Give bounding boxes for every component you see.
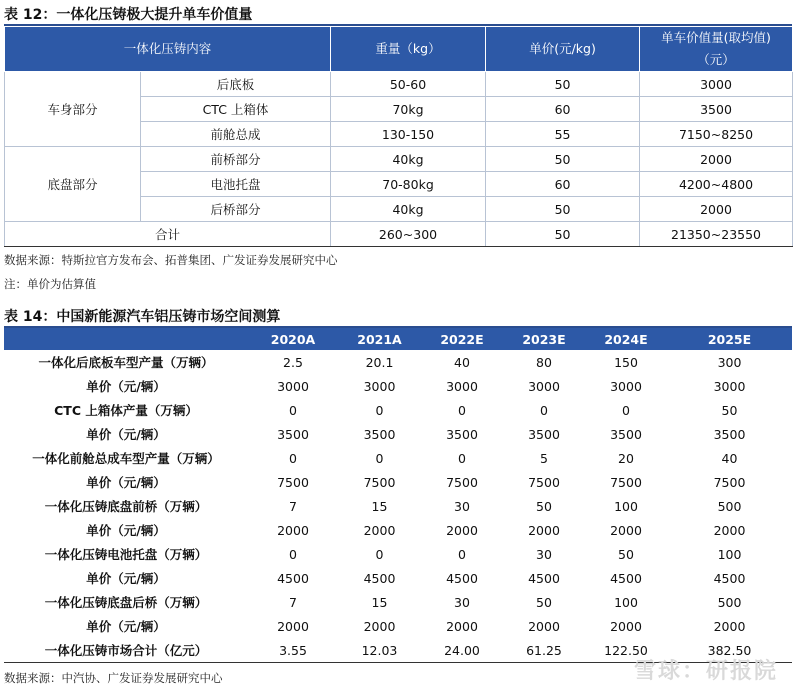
row-label: 单价（元/辆） xyxy=(86,571,166,586)
header-content: 一体化压铸内容 xyxy=(5,27,331,72)
value-cell: 40 xyxy=(721,450,738,466)
value-cell: 2000 xyxy=(446,618,478,634)
value-cell: 50 xyxy=(721,402,738,418)
value-cell: 2000 xyxy=(713,522,746,538)
value-cell: 4200~4800 xyxy=(640,172,793,197)
table-row xyxy=(5,72,793,97)
value-cell: 4500 xyxy=(528,570,560,586)
row-label: 一体化后底板车型产量（万辆） xyxy=(38,355,214,370)
price-cell: 50 xyxy=(486,197,640,222)
value-cell: 122.50 xyxy=(585,638,667,663)
header-year: 2022E xyxy=(421,328,503,350)
value-cell: 2000 xyxy=(277,522,309,538)
row-label: CTC 上箱体产量（万辆） xyxy=(54,403,198,418)
value-cell: 100 xyxy=(717,546,742,562)
value-cell: 3500 xyxy=(446,426,478,442)
value-cell: 2000 xyxy=(528,522,560,538)
value-cell: 3500 xyxy=(277,426,309,442)
value-cell: 150 xyxy=(614,354,638,370)
value-cell: 2.5 xyxy=(283,354,303,370)
value-cell: 2000 xyxy=(640,147,793,172)
value-cell: 2000 xyxy=(528,618,560,634)
value-cell: 7150~8250 xyxy=(640,122,793,147)
row-label: 单价（元/辆） xyxy=(86,427,166,442)
value-cell: 30 xyxy=(536,546,552,562)
value-cell: 30 xyxy=(454,594,470,610)
table-row xyxy=(4,446,792,470)
value-cell: 30 xyxy=(454,498,470,514)
price-cell: 50 xyxy=(486,72,640,97)
value-cell: 382.50 xyxy=(667,638,792,663)
table14-source: 数据来源：中汽协、广发证券发展研究中心 xyxy=(4,671,223,685)
price-cell: 60 xyxy=(486,97,640,122)
value-cell: 50 xyxy=(536,498,552,514)
table-row xyxy=(4,470,792,494)
watermark: 雪球：研报院 xyxy=(633,659,778,684)
value-cell: 7500 xyxy=(277,474,309,490)
value-cell: 0 xyxy=(375,402,384,418)
weight-cell: 130-150 xyxy=(331,122,486,147)
value-cell: 0 xyxy=(458,450,466,466)
value-cell: 0 xyxy=(540,402,548,418)
value-cell: 20 xyxy=(618,450,634,466)
group-label: 车身部分 xyxy=(5,72,141,147)
value-cell: 3000 xyxy=(610,378,642,394)
header-year: 2020A xyxy=(248,328,338,350)
value-cell: 4500 xyxy=(277,570,309,586)
table12-title: 表 12：一体化压铸极大提升单车价值量 xyxy=(4,7,253,23)
value-cell: 7 xyxy=(289,498,297,514)
value-cell: 2000 xyxy=(640,197,793,222)
value-cell: 3000 xyxy=(363,378,396,394)
table-row xyxy=(4,350,792,374)
table-row xyxy=(4,518,792,542)
value-cell: 3500 xyxy=(363,426,396,442)
item-cell: 电池托盘 xyxy=(141,172,331,197)
header-year: 2021A xyxy=(338,328,421,350)
value-cell: 0 xyxy=(375,450,384,466)
item-cell: 后桥部分 xyxy=(141,197,331,222)
table12-source: 数据来源：特斯拉官方发布会、拓普集团、广发证券发展研究中心 xyxy=(4,253,338,267)
item-cell: 前桥部分 xyxy=(141,147,331,172)
value-cell: 3000 xyxy=(713,378,746,394)
value-cell: 0 xyxy=(458,402,466,418)
value-cell: 7500 xyxy=(528,474,560,490)
price-cell: 50 xyxy=(486,147,640,172)
weight-cell: 70kg xyxy=(331,97,486,122)
value-cell: 2000 xyxy=(610,522,642,538)
table12-note: 注：单价为估算值 xyxy=(4,277,96,291)
value-cell: 0 xyxy=(289,450,297,466)
header-year: 2025E xyxy=(667,328,792,350)
weight-cell: 50-60 xyxy=(331,72,486,97)
value-cell: 7500 xyxy=(713,474,746,490)
total-label: 合计 xyxy=(5,222,331,247)
item-cell: 前舱总成 xyxy=(141,122,331,147)
value-cell: 80 xyxy=(536,354,552,370)
table-row xyxy=(4,374,792,398)
value-cell: 15 xyxy=(371,594,388,610)
row-label: 一体化压铸电池托盘（万辆） xyxy=(44,547,208,562)
value-cell: 500 xyxy=(717,594,742,610)
header-price: 单价(元/kg) xyxy=(486,27,640,72)
value-cell: 2000 xyxy=(610,618,642,634)
total-value: 21350~23550 xyxy=(640,222,793,247)
weight-cell: 70-80kg xyxy=(331,172,486,197)
table14 xyxy=(4,328,792,663)
table-row xyxy=(4,494,792,518)
total-row xyxy=(5,222,793,247)
value-cell: 3000 xyxy=(277,378,309,394)
value-cell: 7500 xyxy=(610,474,642,490)
value-cell: 100 xyxy=(614,498,638,514)
table12-header-row xyxy=(5,27,793,72)
value-cell: 2000 xyxy=(713,618,746,634)
header-year: 2024E xyxy=(585,328,667,350)
value-cell: 61.25 xyxy=(503,638,585,663)
value-cell: 0 xyxy=(289,402,297,418)
table14-header-row xyxy=(4,328,792,350)
value-cell: 50 xyxy=(618,546,634,562)
value-cell: 7500 xyxy=(446,474,478,490)
value-cell: 0 xyxy=(375,546,384,562)
value-cell: 5 xyxy=(540,450,548,466)
value-cell: 4500 xyxy=(363,570,396,586)
row-label: 一体化压铸市场合计（亿元） xyxy=(4,638,248,663)
header-blank xyxy=(4,328,248,350)
header-value: 单车价值量(取均值) （元） xyxy=(640,27,793,72)
table-row xyxy=(4,542,792,566)
table-row xyxy=(5,147,793,172)
value-cell: 15 xyxy=(371,498,388,514)
table12 xyxy=(4,26,793,247)
table-row xyxy=(4,398,792,422)
value-cell: 4500 xyxy=(446,570,478,586)
value-cell: 2000 xyxy=(277,618,309,634)
value-cell: 0 xyxy=(622,402,630,418)
value-cell: 500 xyxy=(717,498,742,514)
row-label: 一体化压铸底盘前桥（万辆） xyxy=(44,499,208,514)
value-cell: 3000 xyxy=(446,378,478,394)
value-cell: 3000 xyxy=(528,378,560,394)
header-year: 2023E xyxy=(503,328,585,350)
table-row xyxy=(4,590,792,614)
value-cell: 2000 xyxy=(363,522,396,538)
value-cell: 24.00 xyxy=(421,638,503,663)
value-cell: 4500 xyxy=(610,570,642,586)
value-cell: 300 xyxy=(717,354,742,370)
weight-cell: 40kg xyxy=(331,197,486,222)
item-cell: CTC 上箱体 xyxy=(141,97,331,122)
item-cell: 后底板 xyxy=(141,72,331,97)
value-cell: 3.55 xyxy=(248,638,338,663)
row-label: 单价（元/辆） xyxy=(86,523,166,538)
value-cell: 100 xyxy=(614,594,638,610)
value-cell: 20.1 xyxy=(365,354,394,370)
value-cell: 2000 xyxy=(363,618,396,634)
value-cell: 0 xyxy=(289,546,297,562)
value-cell: 2000 xyxy=(446,522,478,538)
weight-cell: 40kg xyxy=(331,147,486,172)
value-cell: 40 xyxy=(454,354,470,370)
row-label: 一体化前舱总成车型产量（万辆） xyxy=(32,451,220,466)
table-row xyxy=(4,614,792,638)
price-cell: 55 xyxy=(486,122,640,147)
total-price: 50 xyxy=(486,222,640,247)
value-cell: 3500 xyxy=(713,426,746,442)
value-cell: 3500 xyxy=(640,97,793,122)
value-cell: 7 xyxy=(289,594,297,610)
total-weight: 260~300 xyxy=(331,222,486,247)
row-label: 一体化压铸底盘后桥（万辆） xyxy=(44,595,208,610)
value-cell: 3500 xyxy=(610,426,642,442)
value-cell: 7500 xyxy=(363,474,396,490)
row-label: 单价（元/辆） xyxy=(86,475,166,490)
table14-title: 表 14：中国新能源汽车铝压铸市场空间测算 xyxy=(4,309,281,325)
price-cell: 60 xyxy=(486,172,640,197)
value-cell: 12.03 xyxy=(338,638,421,663)
header-weight: 重量（kg） xyxy=(331,27,486,72)
group-label: 底盘部分 xyxy=(5,147,141,222)
value-cell: 50 xyxy=(536,594,552,610)
table-row xyxy=(4,422,792,446)
row-label: 单价（元/辆） xyxy=(86,379,166,394)
table-row xyxy=(4,566,792,590)
value-cell: 4500 xyxy=(713,570,746,586)
row-label: 单价（元/辆） xyxy=(86,619,166,634)
value-cell: 3000 xyxy=(640,72,793,97)
value-cell: 0 xyxy=(458,546,466,562)
value-cell: 3500 xyxy=(528,426,560,442)
